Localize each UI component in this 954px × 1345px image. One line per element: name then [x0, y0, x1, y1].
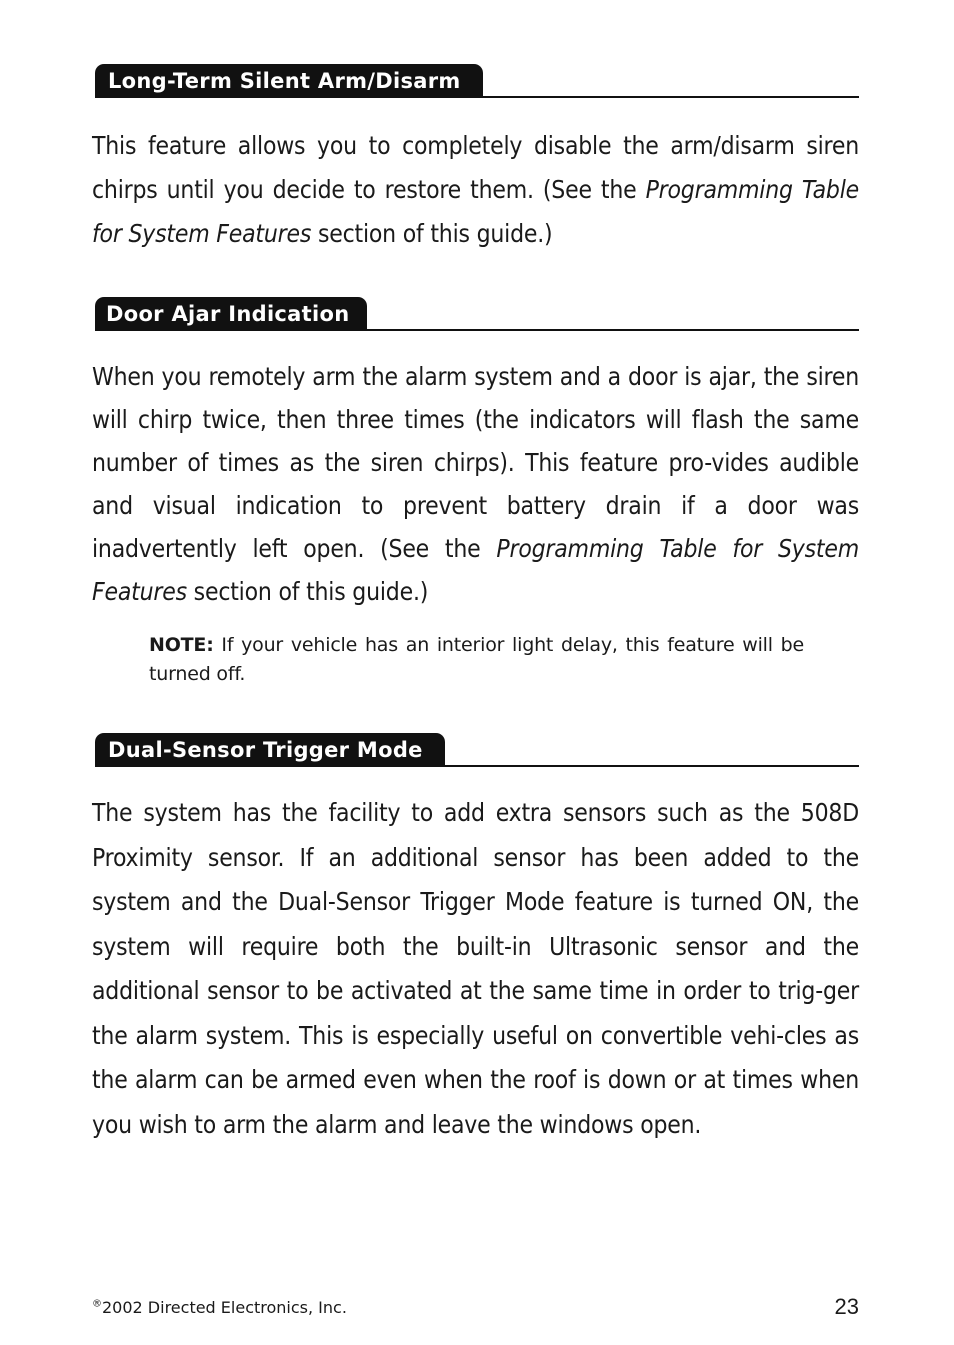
note-text: NOTE: If your vehicle has an interior light delay, this feature will be turned off. — [149, 634, 804, 685]
section-paragraph: When you remotely arm the alarm system and a door is ajar, the siren will chirp twice, then three times (the indicators will flash the same number of times as the siren chirps). This feature pro-vides audible and visual indication to prevent battery drain if a door was inadvertently left open. (See the Programming Table for System Features section of this guide.) — [92, 362, 859, 606]
section-door-ajar — [92, 295, 859, 689]
section-paragraph: This feature allows you to completely disable the arm/disarm siren chirps until you decide to restore them. (See the Programming Table for System Features section of this guide.) — [92, 131, 859, 248]
page-content — [92, 0, 859, 1345]
section-heading-bar — [92, 295, 859, 331]
section-heading-bar — [92, 731, 859, 767]
section-long-term-silent — [92, 62, 859, 256]
copyright-notice: ®2002 Directed Electronics, Inc. — [92, 1298, 347, 1317]
note-label: NOTE: — [149, 634, 214, 656]
section-dual-sensor — [92, 731, 859, 1147]
page-number: 23 — [834, 1294, 859, 1319]
section-heading: Long-Term Silent Arm/Disarm — [95, 64, 483, 98]
section-heading: Dual-Sensor Trigger Mode — [95, 733, 445, 767]
section-heading: Door Ajar Indication — [95, 297, 367, 331]
section-paragraph: The system has the facility to add extra sensors such as the 508D Proximity sensor. If an additional sensor has been added to the system and the Dual-Sensor Trigger Mode feature is turned ON, the system will require both the built-in Ultrasonic sensor and the additional sensor to be activated at the same time in order to trig-ger the alarm system. This is especially useful on convertible vehi-cles as the alarm can be armed even when the roof is down or at times when you wish to arm the alarm and leave the windows open. — [92, 798, 859, 1139]
section-heading-bar — [92, 62, 859, 98]
